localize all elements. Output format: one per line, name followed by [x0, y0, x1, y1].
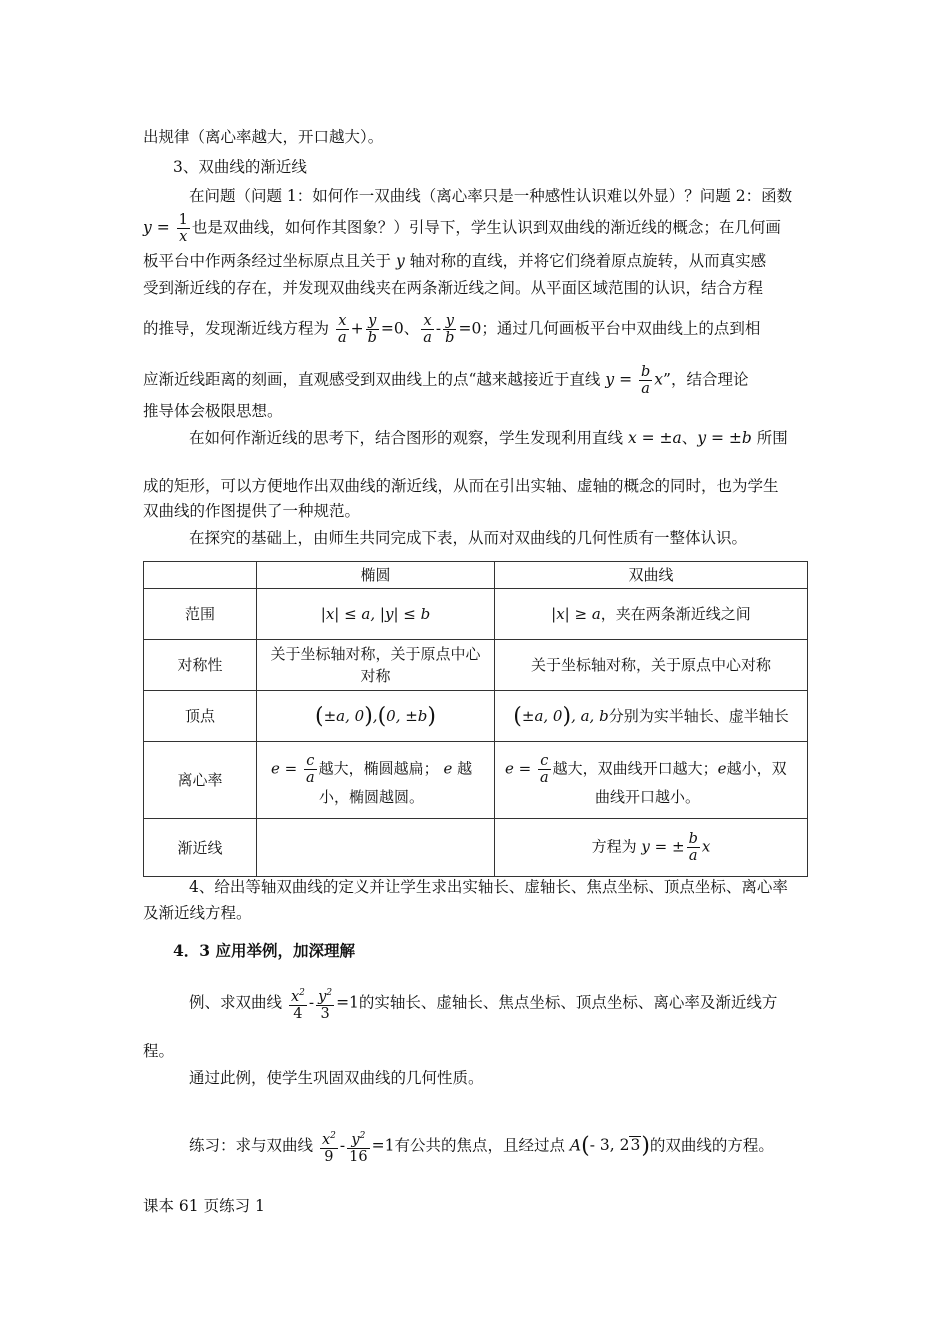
text-line: 受到渐近线的存在，并发现双曲线夹在两条渐近线之间。从平面区域范围的认识，结合方程: [143, 279, 764, 297]
row-label: 对称性: [144, 640, 257, 691]
table-row: [144, 589, 808, 640]
table-cell: e = $\frac{c}{a}$ 越大，椭圆越扁； e 越 小，椭圆越圆。: [257, 742, 495, 819]
text-line: 练习：求与双曲线 $\frac{x^2}{9}$ - $\frac{y^2}{16}$ =1有公共的焦点，且经过点 A(- 3, 23)的双曲线的方程。: [189, 1128, 774, 1165]
table-cell: |x| ≥ a，夹在两条渐近线之间: [495, 589, 808, 640]
text-line: 出规律（离心率越大，开口越大）。: [143, 128, 384, 146]
footer-note: 课本 61 页练习 1: [143, 1197, 265, 1215]
table-row: [144, 819, 808, 877]
table-cell: (±a, 0),(0, ±b): [257, 691, 495, 742]
section-heading: 4．3 应用举例，加深理解: [173, 941, 355, 960]
table-cell: e = $\frac{c}{a}$ 越大，双曲线开口越大；e越小，双 曲线开口越小。: [495, 742, 808, 819]
text-line: 板平台中作两条经过坐标原点且关于 y 轴对称的直线，并将它们绕着原点旋转，从而真实感: [143, 252, 767, 270]
text-line: 4、给出等轴双曲线的定义并让学生求出实轴长、虚轴长、焦点坐标、顶点坐标、离心率: [189, 878, 788, 896]
text-line: 及渐近线方程。: [143, 904, 252, 922]
row-label: 顶点: [144, 691, 257, 742]
text-line: 在如何作渐近线的思考下，结合图形的观察，学生发现利用直线 x = ±a、y = ±b 所围: [189, 429, 788, 447]
table-cell: (±a, 0), a, b分别为实半轴长、虚半轴长: [495, 691, 808, 742]
formula-fraction: $\frac{1}{x}$: [178, 212, 188, 245]
table-cell: 方程为 y = ± $\frac{b}{a}$ x: [495, 819, 808, 877]
text-line: 通过此例，使学生巩固双曲线的几何性质。: [189, 1069, 484, 1087]
text-line: 例、求双曲线 $\frac{x^2}{4}$ - $\frac{y^2}{3}$ =1的实轴长、虚轴长、焦点坐标、顶点坐标、离心率及渐近线方: [189, 985, 777, 1022]
table-row: [144, 742, 808, 819]
table-cell: |x| ≤ a, |y| ≤ b: [257, 589, 495, 640]
text-line: 成的矩形，可以方便地作出双曲线的渐近线，从而在引出实轴、虚轴的概念的同时，也为学生: [143, 477, 779, 495]
table-header-cell: 椭圆: [257, 562, 495, 589]
heading-asymptote: 3、双曲线的渐近线: [173, 158, 307, 176]
text-line: 应渐近线距离的刻画，直观感受到双曲线上的点“越来越接近于直线 y = $\frac{b}{a}$ x”，结合理论: [143, 364, 749, 397]
text-line: 双曲线的作图提供了一种规范。: [143, 502, 361, 520]
row-label: 范围: [144, 589, 257, 640]
comparison-table: [143, 561, 808, 877]
table-cell: [257, 819, 495, 877]
text-line: 的推导，发现渐近线方程为 $\frac{x}{a}$ + $\frac{y}{b}$ =0、 $\frac{x}{a}$ - $\frac{y}{b}$ =0；通过几何画板平台中双曲线上的点到相: [143, 313, 761, 346]
text-line: 程。: [143, 1042, 175, 1060]
table-row: [144, 691, 808, 742]
table-cell: 关于坐标轴对称，关于原点中心对称: [495, 640, 808, 691]
table-header-row: [144, 562, 808, 589]
text-line: 在探究的基础上，由师生共同完成下表，从而对双曲线的几何性质有一整体认识。: [189, 529, 748, 547]
text-line: 在问题（问题 1：如何作一双曲线（离心率只是一种感性认识难以外显）？问题 2：函数: [189, 187, 793, 205]
table-cell: 关于坐标轴对称，关于原点中心对称: [257, 640, 495, 691]
row-label: 渐近线: [144, 819, 257, 877]
table-header-cell: 双曲线: [495, 562, 808, 589]
text-line: 推导体会极限思想。: [143, 402, 283, 420]
table-row: [144, 640, 808, 691]
table-header-cell: [144, 562, 257, 589]
text-line: y = $\frac{1}{x}$ 也是双曲线，如何作其图象？）引导下，学生认识到双曲线的渐近线的概念；在几何画: [143, 212, 781, 245]
row-label: 离心率: [144, 742, 257, 819]
